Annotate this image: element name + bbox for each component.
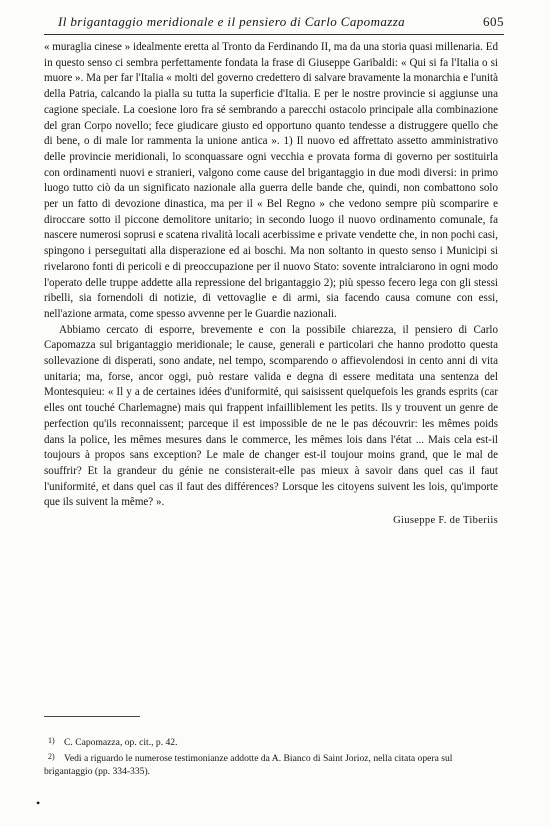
footnote-1-number: 1) — [48, 736, 55, 745]
footnotes — [44, 734, 498, 779]
running-head — [44, 12, 504, 32]
running-head-title: Il brigantaggio meridionale e il pensiero di Carlo Capomazza — [58, 14, 406, 29]
paragraph-2: Abbiamo cercato di esporre, brevemente e con la possibile chiarezza, il pensiero di Carlo Capomazza sul brigantaggio meridionale; le cause, generali e particolari che hanno prodotto questa sollevazione di disperati, sono andate, nel tempo, scomparendo o affievolendosi in cento anni di vita unitaria; ma, forse, ancor oggi, può restare valida e degna di essere meditata una sentenza del Montesquieu: « Il y a de certaines idées d'uniformité, qui saisissent quelquefois les grands esprits (car elles ont touché Charlemagne) mais qui frappent infailliblement les petits. Ils y trouvent un genre de perfection qu'ils reconnaissent; parceque il est impossible de ne le pas découvrir: les mêmes poids dans la police, les mêmes mesures dans le commerce, les mêmes lois dans l'état ... Mais cela est-il toujours à propos sans exception? Le male de changer est-il toujour moins grand, que le mal de souffrir? Et la grandeur du génie ne consisterait-elle pas mieux à savoir dans quel cas il faut l'uniformité, et dans quel cas il faut des différences? Lorsque les citoyens suivent les lois, qu'importe que ils suivent la même? ». — [44, 323, 498, 509]
author-signature: Giuseppe F. de Tiberiis — [393, 515, 498, 527]
body-text — [44, 40, 498, 529]
paragraph-1: « muraglia cinese » idealmente eretta al Tronto da Ferdinando II, ma da una storia quasi millenaria. Ed in questo senso ci sembra perfettamente fondata la frase di Giuseppe Garibaldi: « Qui si fa l'Italia o si muore ». Ma per far l'Italia « molti del governo credettero di salvare bravamente la monarchia e l'unità della Patria, calcando la pialla su tutta la superficie d'Italia. E per le nostre provincie si aggiunse una cagione speciale. La coesione loro fra sé sembrando a parecchi ostacolo principale alla combinazione del gran Corpo novello; fece giudicare giusto ed opportuno quanto tendesse a distruggere quello che di bene, o di male lor rammenta la unione antica ». 1) Il nuovo ed affrettato assetto amministrativo delle provincie meridionali, lo sconquassare ogni vecchia e provata forma di governo per sostituirla con ordinamenti nuovi e stranieri, valgono come cause del brigantaggio in due modi diversi: in primo luogo tutto ciò da un significato nazionale alla guerra delle bande che, quindi, non combattono solo per un fatto di devozione dinastica, ma per il « Bel Regno » che vedono sempre più scomparire e diroccare sotto il piccone demolitore unitario; in secondo luogo il nuovo ordinamento comunale, fa nascere numerosi soprusi e scatena rivalità locali acerbissime e private vendette che, in non pochi casi, spingono i perseguitati alla disperazione ed ai boschi. Ma non soltanto in questo senso i Municipi si rivelarono fonti di pericoli e di preoccupazione per il nuovo Stato: sovente intralciarono in ogni modo l'operato delle truppe addette alla repressione del brigantaggio 2); più spesso fecero lega con gli stessi ribelli, sia fornendoli di notizie, di vettovaglie e di armi, sia facendo causa comune con essi, nell'azione armata, come spesso avvenne per le Guardie nazionali. — [44, 41, 498, 320]
footnote-rule — [44, 716, 140, 717]
header-rule — [44, 34, 504, 35]
footnote-1 — [44, 734, 498, 750]
footnote-2 — [44, 750, 498, 779]
footnote-2-text: Vedi a riguardo le numerose testimonianze addotte da A. Bianco di Saint Jorioz, nella citata opera sul brigantaggio (pp. 334-335). — [44, 752, 453, 778]
margin-mark: • — [36, 796, 41, 810]
footnote-2-number: 2) — [48, 751, 55, 761]
footnote-1-text: C. Capomazza, op. cit., p. 42. — [64, 737, 178, 748]
page-number: 605 — [483, 14, 504, 29]
